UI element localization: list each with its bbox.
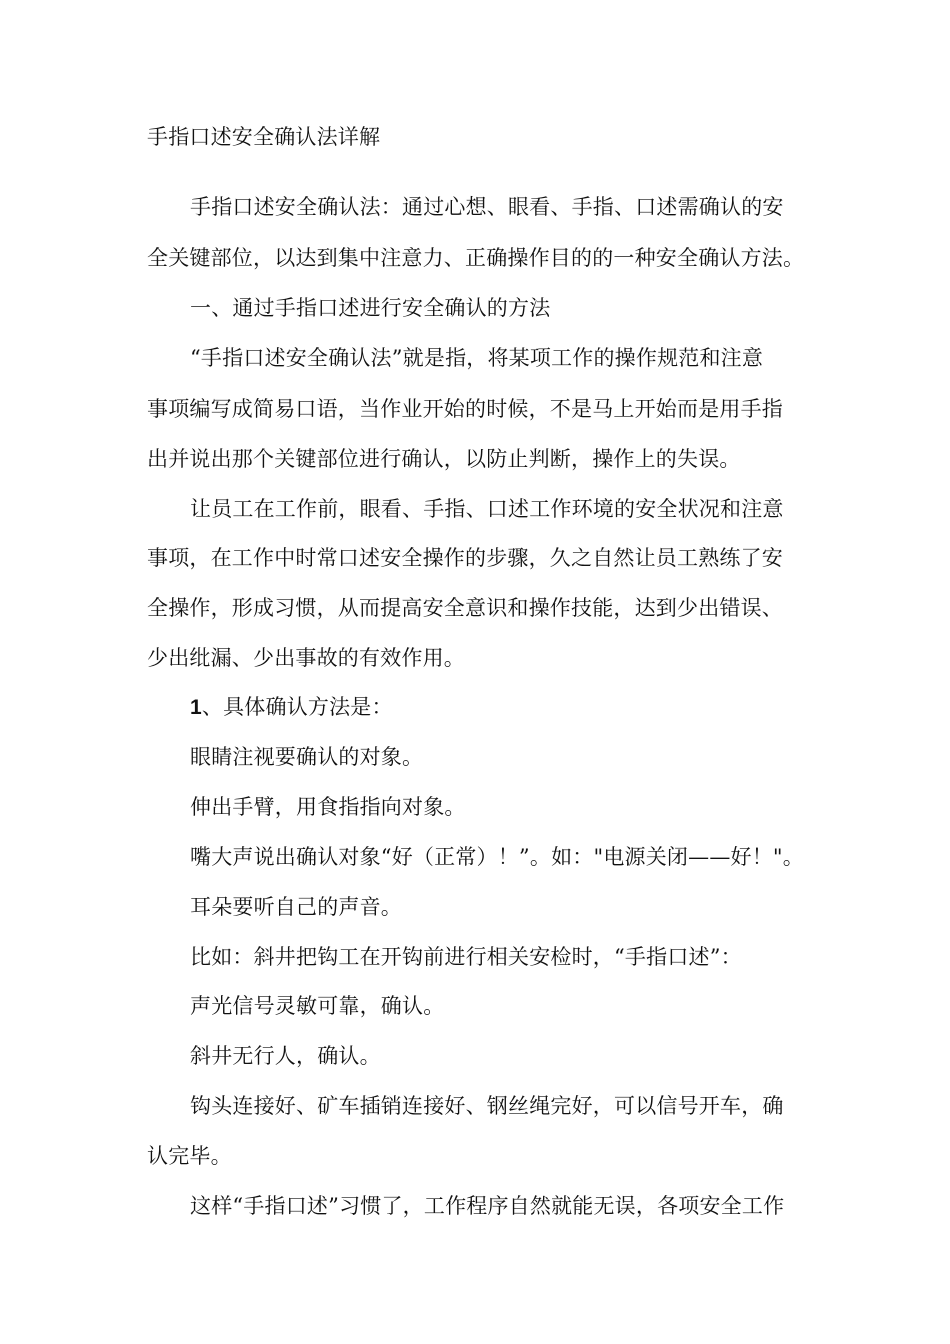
paragraph-line: 少出纰漏、少出事故的有效作用。 <box>147 646 465 670</box>
step-line: 嘴大声说出确认对象“好（正常）！”。如："电源关闭——好！"。 <box>190 845 804 869</box>
example-line: 比如：斜井把钩工在开钩前进行相关安检时，“手指口述”： <box>190 945 742 969</box>
subsection-heading <box>190 693 393 722</box>
section-heading: 一、通过手指口述进行安全确认的方法 <box>190 296 551 320</box>
paragraph-line: 事项，在工作中时常口述安全操作的步骤，久之自然让员工熟练了安 <box>147 546 783 570</box>
paragraph-line: 出并说出那个关键部位进行确认，以防止判断，操作上的失误。 <box>147 447 741 471</box>
paragraph-line: 这样“手指口述”习惯了，工作程序自然就能无误，各项安全工作 <box>190 1194 785 1218</box>
step-line: 眼睛注视要确认的对象。 <box>190 745 424 769</box>
subsection-heading-text: 、具体确认方法是： <box>201 695 393 719</box>
paragraph-line: 手指口述安全确认法：通过心想、眼看、手指、口述需确认的安 <box>190 195 784 219</box>
document-title: 手指口述安全确认法详解 <box>147 125 381 149</box>
subsection-number: 1 <box>190 696 202 719</box>
paragraph-line: 全关键部位，以达到集中注意力、正确操作目的的一种安全确认方法。 <box>147 246 805 270</box>
step-line: 伸出手臂，用食指指向对象。 <box>190 795 466 819</box>
paragraph-line: 全操作，形成习惯，从而提高安全意识和操作技能，达到少出错误、 <box>147 596 783 620</box>
example-line: 斜井无行人，确认。 <box>190 1044 381 1068</box>
paragraph-line: 事项编写成简易口语，当作业开始的时候，不是马上开始而是用手指 <box>147 397 783 421</box>
paragraph-line: 让员工在工作前，眼看、手指、口述工作环境的安全状况和注意 <box>190 497 784 521</box>
paragraph-line: “手指口述安全确认法”就是指，将某项工作的操作规范和注意 <box>190 346 764 370</box>
step-line: 耳朵要听自己的声音。 <box>190 895 402 919</box>
example-line: 认完毕。 <box>147 1144 232 1168</box>
example-line: 钩头连接好、矿车插销连接好、钢丝绳完好，可以信号开车，确 <box>190 1094 784 1118</box>
example-line: 声光信号灵敏可靠，确认。 <box>190 994 445 1018</box>
